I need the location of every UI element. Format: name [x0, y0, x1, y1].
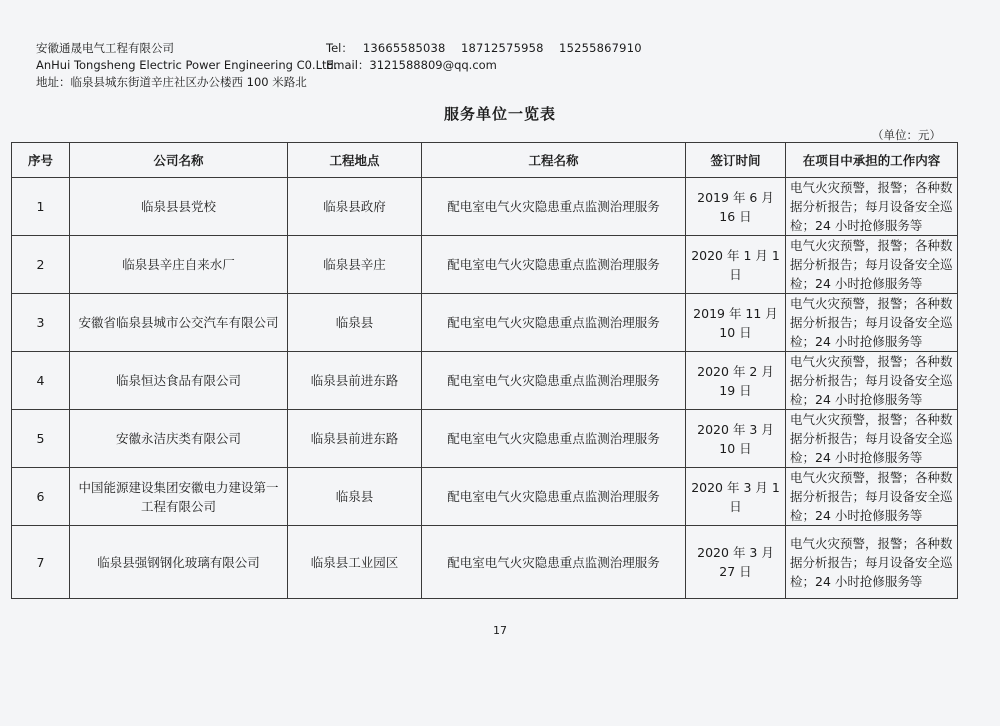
cell-company: 临泉县辛庄自来水厂 — [70, 236, 288, 294]
cell-date: 2020 年 3 月 27 日 — [686, 526, 786, 599]
cell-project: 配电室电气火灾隐患重点监测治理服务 — [422, 410, 686, 468]
cell-project: 配电室电气火灾隐患重点监测治理服务 — [422, 526, 686, 599]
tel-numbers: 13665585038 18712575958 15255867910 — [362, 41, 642, 55]
cell-project: 配电室电气火灾隐患重点监测治理服务 — [422, 178, 686, 236]
cell-date: 2020 年 3 月 1 日 — [686, 468, 786, 526]
cell-duty: 电气火灾预警，报警；各种数据分析报告；每月设备安全巡检；24 小时抢修服务等 — [786, 410, 958, 468]
table-row — [12, 178, 958, 236]
cell-no: 2 — [12, 236, 70, 294]
cell-no: 3 — [12, 294, 70, 352]
cell-duty: 电气火灾预警，报警；各种数据分析报告；每月设备安全巡检；24 小时抢修服务等 — [786, 526, 958, 599]
page-number: 17 — [493, 624, 507, 637]
letterhead — [36, 40, 642, 91]
cell-location: 临泉县 — [288, 468, 422, 526]
cell-no: 1 — [12, 178, 70, 236]
cell-date: 2019 年 11 月 10 日 — [686, 294, 786, 352]
cell-date: 2020 年 2 月 19 日 — [686, 352, 786, 410]
company-name-en: AnHui Tongsheng Electric Power Engineering C0.Ltd. — [36, 58, 338, 72]
header-location: 工程地点 — [288, 143, 422, 178]
table-row — [12, 352, 958, 410]
cell-date: 2019 年 6 月 16 日 — [686, 178, 786, 236]
email-label: Email： — [326, 58, 370, 72]
email-line — [326, 57, 497, 74]
cell-location: 临泉县政府 — [288, 178, 422, 236]
table-row — [12, 526, 958, 599]
table-row — [12, 294, 958, 352]
table-row — [12, 410, 958, 468]
cell-project: 配电室电气火灾隐患重点监测治理服务 — [422, 236, 686, 294]
company-name-cn: 安徽通晟电气工程有限公司 — [36, 41, 174, 55]
cell-company: 临泉恒达食品有限公司 — [70, 352, 288, 410]
cell-duty: 电气火灾预警，报警；各种数据分析报告；每月设备安全巡检；24 小时抢修服务等 — [786, 178, 958, 236]
cell-no: 6 — [12, 468, 70, 526]
cell-project: 配电室电气火灾隐患重点监测治理服务 — [422, 294, 686, 352]
cell-company: 中国能源建设集团安徽电力建设第一工程有限公司 — [70, 468, 288, 526]
cell-location: 临泉县 — [288, 294, 422, 352]
cell-duty: 电气火灾预警，报警；各种数据分析报告；每月设备安全巡检；24 小时抢修服务等 — [786, 236, 958, 294]
company-address: 地址：临泉县城东街道辛庄社区办公楼西 100 米路北 — [36, 75, 307, 89]
cell-company: 安徽省临泉县城市公交汽车有限公司 — [70, 294, 288, 352]
cell-company: 安徽永洁庆类有限公司 — [70, 410, 288, 468]
cell-no: 4 — [12, 352, 70, 410]
cell-location: 临泉县前进东路 — [288, 352, 422, 410]
tel-label: Tel： — [326, 41, 353, 55]
cell-company: 临泉县强钢钢化玻璃有限公司 — [70, 526, 288, 599]
cell-location: 临泉县辛庄 — [288, 236, 422, 294]
cell-location: 临泉县前进东路 — [288, 410, 422, 468]
cell-date: 2020 年 3 月 10 日 — [686, 410, 786, 468]
cell-location: 临泉县工业园区 — [288, 526, 422, 599]
header-no: 序号 — [12, 143, 70, 178]
cell-no: 7 — [12, 526, 70, 599]
email-address: 3121588809@qq.com — [369, 58, 497, 72]
unit-note: （单位：元） — [872, 128, 941, 142]
table-row — [12, 236, 958, 294]
service-units-table — [11, 142, 958, 599]
header-duty: 在项目中承担的工作内容 — [786, 143, 958, 178]
cell-no: 5 — [12, 410, 70, 468]
cell-date: 2020 年 1 月 1 日 — [686, 236, 786, 294]
header-date: 签订时间 — [686, 143, 786, 178]
cell-company: 临泉县县党校 — [70, 178, 288, 236]
page-title: 服务单位一览表 — [443, 105, 556, 123]
tel-line — [326, 40, 642, 57]
cell-duty: 电气火灾预警，报警；各种数据分析报告；每月设备安全巡检；24 小时抢修服务等 — [786, 352, 958, 410]
cell-project: 配电室电气火灾隐患重点监测治理服务 — [422, 352, 686, 410]
table-header-row — [12, 143, 958, 178]
cell-duty: 电气火灾预警，报警；各种数据分析报告；每月设备安全巡检；24 小时抢修服务等 — [786, 468, 958, 526]
cell-duty: 电气火灾预警，报警；各种数据分析报告；每月设备安全巡检；24 小时抢修服务等 — [786, 294, 958, 352]
cell-project: 配电室电气火灾隐患重点监测治理服务 — [422, 468, 686, 526]
header-project: 工程名称 — [422, 143, 686, 178]
header-company: 公司名称 — [70, 143, 288, 178]
table-row — [12, 468, 958, 526]
